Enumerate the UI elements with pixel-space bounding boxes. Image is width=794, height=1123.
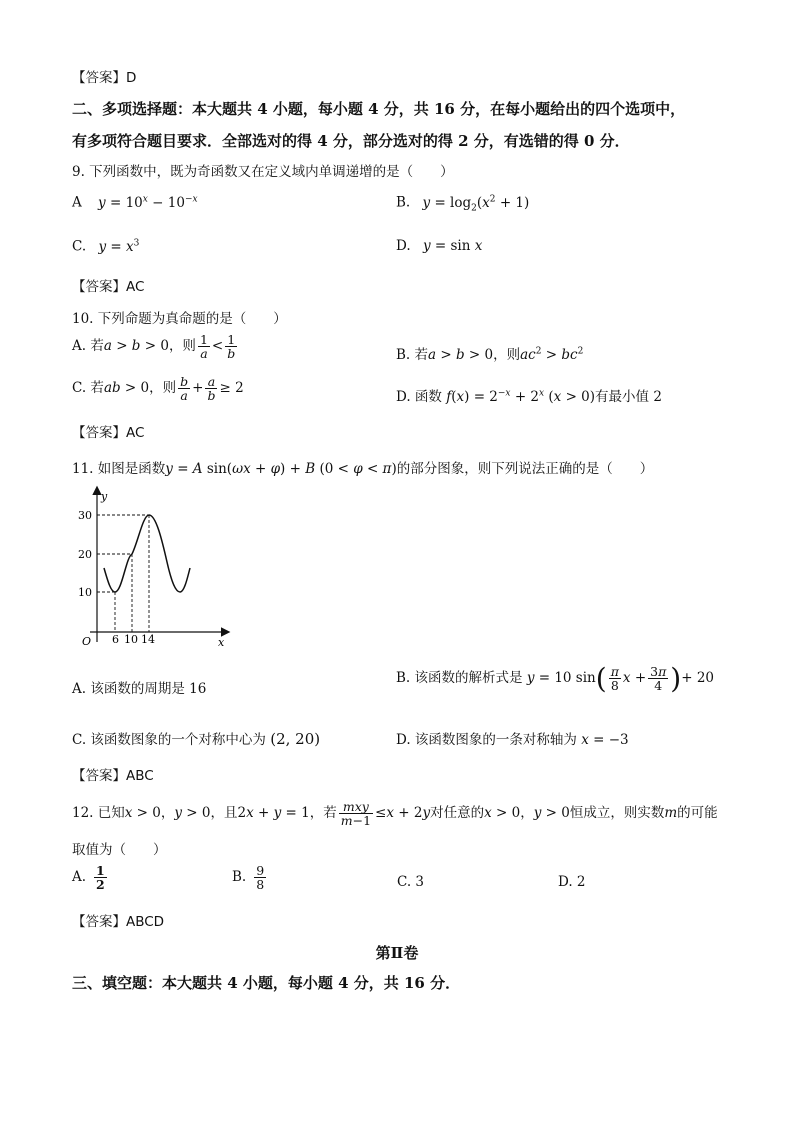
q12-cond-x: x > 0 <box>124 805 161 822</box>
option-label: C. <box>72 238 87 255</box>
q12-stem-tail: 的可能 <box>677 805 718 822</box>
answer-value: AC <box>126 425 145 441</box>
answer-prefix: 【答案】 <box>72 914 126 930</box>
q11-stem-pre: 11. 如图是函数 <box>72 461 166 477</box>
q12-option-a <box>72 864 109 891</box>
q11-c-point: (2, 20) <box>270 730 321 748</box>
option-label: B. 该函数的解析式是 <box>396 670 523 686</box>
q10-a-condition: a > b > 0 <box>103 338 169 355</box>
q12-stem-hold: 恒成立，则实数 <box>569 805 665 822</box>
x-axis-label: x <box>218 636 225 649</box>
q12-comma: ， <box>520 805 534 822</box>
q10-c-condition: ab > 0 <box>103 380 150 397</box>
option-label: A <box>72 194 82 211</box>
q11-b-formula: y = 10 sin( $\frac{\pi}{8}$ x + $\frac{3\pi}{4}$ )+ 20 <box>526 662 715 695</box>
fraction: $\frac{3\pi}{4}$ <box>650 663 667 693</box>
q12-stem-pre: 12. 已知 <box>72 805 125 822</box>
q12-cond-x2: x > 0 <box>484 805 521 822</box>
fraction: $\frac{1}{a}$ <box>199 332 208 362</box>
option-label: B. 若 <box>396 347 429 363</box>
q11-stem <box>72 457 653 477</box>
origin-label: O <box>82 635 92 648</box>
section2-title-line2: 有多项符合题目要求．全部选对的得 4 分，部分选对的得 2 分，有选错的得 0 分． <box>72 132 630 150</box>
answer-value: AC <box>126 279 145 295</box>
volume2-title: 第Ⅱ卷 <box>375 944 419 962</box>
q10-b-condition: a > b > 0 <box>428 347 494 363</box>
q9-option-c <box>72 238 139 255</box>
option-label: D. 该函数图象的一条对称轴为 <box>396 732 577 748</box>
q10-stem: 10. 下列命题为真命题的是（ ） <box>72 311 287 327</box>
q9-stem: 9. 下列函数中，既为奇函数又在定义域内单调递增的是（ ） <box>72 164 454 180</box>
q11-option-d <box>396 728 629 748</box>
option-then: ，则 <box>149 380 177 397</box>
q12-option-b <box>232 864 268 891</box>
dashed-guides <box>97 515 149 632</box>
q10-d-formula: $f(x) = 2^{-x} + 2^x$ (x > 0) <box>446 388 596 405</box>
option-label: A. 若 <box>72 338 104 355</box>
q12-cond-y: y > 0 <box>174 805 211 822</box>
q12-inequality: ≤x + 2y <box>375 805 431 822</box>
q10-option-b <box>396 343 583 363</box>
q9-d-formula: y = sin x <box>422 238 483 254</box>
fraction: $\frac{b}{a}$ <box>180 374 189 404</box>
q9-option-a <box>72 194 198 211</box>
q12-comma: ， <box>160 805 175 822</box>
option-label: B. <box>396 194 411 211</box>
option-label: B. <box>232 869 247 886</box>
option-label: C. 若 <box>72 380 104 397</box>
x-tick-6: 6 <box>112 633 119 646</box>
x-tick-10: 10 <box>124 633 138 646</box>
q9-a-formula: $y = 10^x - 10^{-x}$ <box>98 194 198 211</box>
q12-stem-for: 对任意的 <box>430 805 485 822</box>
section2-title-line1: 二、多项选择题：本大题共 4 小题，每小题 4 分，共 16 分，在每小题给出的四个选项中， <box>72 100 686 118</box>
answer-value: D <box>126 70 137 86</box>
fraction: $\frac{a}{b}$ <box>207 374 216 404</box>
sine-curve <box>104 515 190 592</box>
x-tick-14: 14 <box>141 633 155 646</box>
q9-option-b <box>396 194 529 213</box>
q11-option-b <box>396 662 714 695</box>
q11-graph <box>70 482 240 654</box>
q11-stem-post: 的部分图象，则下列说法正确的是（ ） <box>396 461 654 477</box>
section3-title: 三、填空题：本大题共 4 小题，每小题 4 分，共 16 分． <box>72 974 461 992</box>
q10-option-d <box>396 385 662 405</box>
answer-prefix: 【答案】 <box>72 70 126 86</box>
q10-option-a: A. 若a > b > 0，则 $\frac{1}{a}$ < $\frac{1}{b}$ <box>72 332 236 362</box>
q12-option-c: C. 3 <box>397 874 425 890</box>
answer-prefix: 【答案】 <box>72 279 126 295</box>
y-axis-label: y <box>101 490 108 503</box>
q12-stem-line2: 取值为（ ） <box>72 842 167 858</box>
fraction: $\frac{9}{8}$ <box>256 863 265 893</box>
q9-c-formula: $y = x^3$ <box>98 238 140 255</box>
y-tick-10: 10 <box>78 586 92 599</box>
q9-option-d <box>396 238 482 254</box>
answer-value: ABC <box>126 768 154 784</box>
q12-stem-if: ，若 <box>309 805 337 822</box>
answer-q9 <box>72 275 144 295</box>
option-then: ，则 <box>493 347 521 363</box>
answer-prefix: 【答案】 <box>72 425 126 441</box>
q12-stem <box>72 800 718 827</box>
option-label: C. 该函数图象的一个对称中心为 <box>72 732 266 748</box>
q11-d-formula: x = −3 <box>581 732 629 748</box>
answer-q12 <box>72 910 164 930</box>
q12-cond-y2: y > 0 <box>533 805 570 822</box>
q12-var-m: m <box>664 805 678 822</box>
q11-option-a: A. 该函数的周期是 16 <box>72 681 207 697</box>
fraction: $\frac{1}{b}$ <box>227 332 236 362</box>
option-label: D. 函数 <box>396 389 442 405</box>
q12-option-d: D. 2 <box>558 874 586 890</box>
q9-b-formula: $y = \log_2(x^2 + 1)$ <box>422 194 530 214</box>
q11-function: y = A sin(ωx + φ) + B (0 < φ < π) <box>165 461 397 477</box>
fraction: $\frac{\text{mxy}}{m-1}$ <box>340 799 372 829</box>
option-label: D. <box>396 238 411 254</box>
answer-q8 <box>72 66 136 86</box>
option-then: ，则 <box>168 338 196 355</box>
answer-value: ABCD <box>126 914 165 930</box>
option-label: A. <box>72 869 87 886</box>
q11-option-c <box>72 728 320 748</box>
q10-option-c: C. 若ab > 0，则 $\frac{b}{a}$ + $\frac{a}{b}$ ≥ 2 <box>72 374 244 404</box>
q12-constraint: 2x + y = 1 <box>237 805 310 822</box>
q10-b-conclusion: $ac^2 > bc^2$ <box>520 346 584 363</box>
answer-prefix: 【答案】 <box>72 768 126 784</box>
q12-stem-and: ，且 <box>210 805 238 822</box>
answer-q11 <box>72 764 154 784</box>
fraction: $\frac{1}{2}$ <box>96 863 105 893</box>
answer-q10 <box>72 421 144 441</box>
y-tick-30: 30 <box>78 509 92 522</box>
fraction: $\frac{\pi}{8}$ <box>610 663 619 693</box>
option-tail: 有最小值 2 <box>595 389 662 405</box>
y-tick-20: 20 <box>78 548 92 561</box>
